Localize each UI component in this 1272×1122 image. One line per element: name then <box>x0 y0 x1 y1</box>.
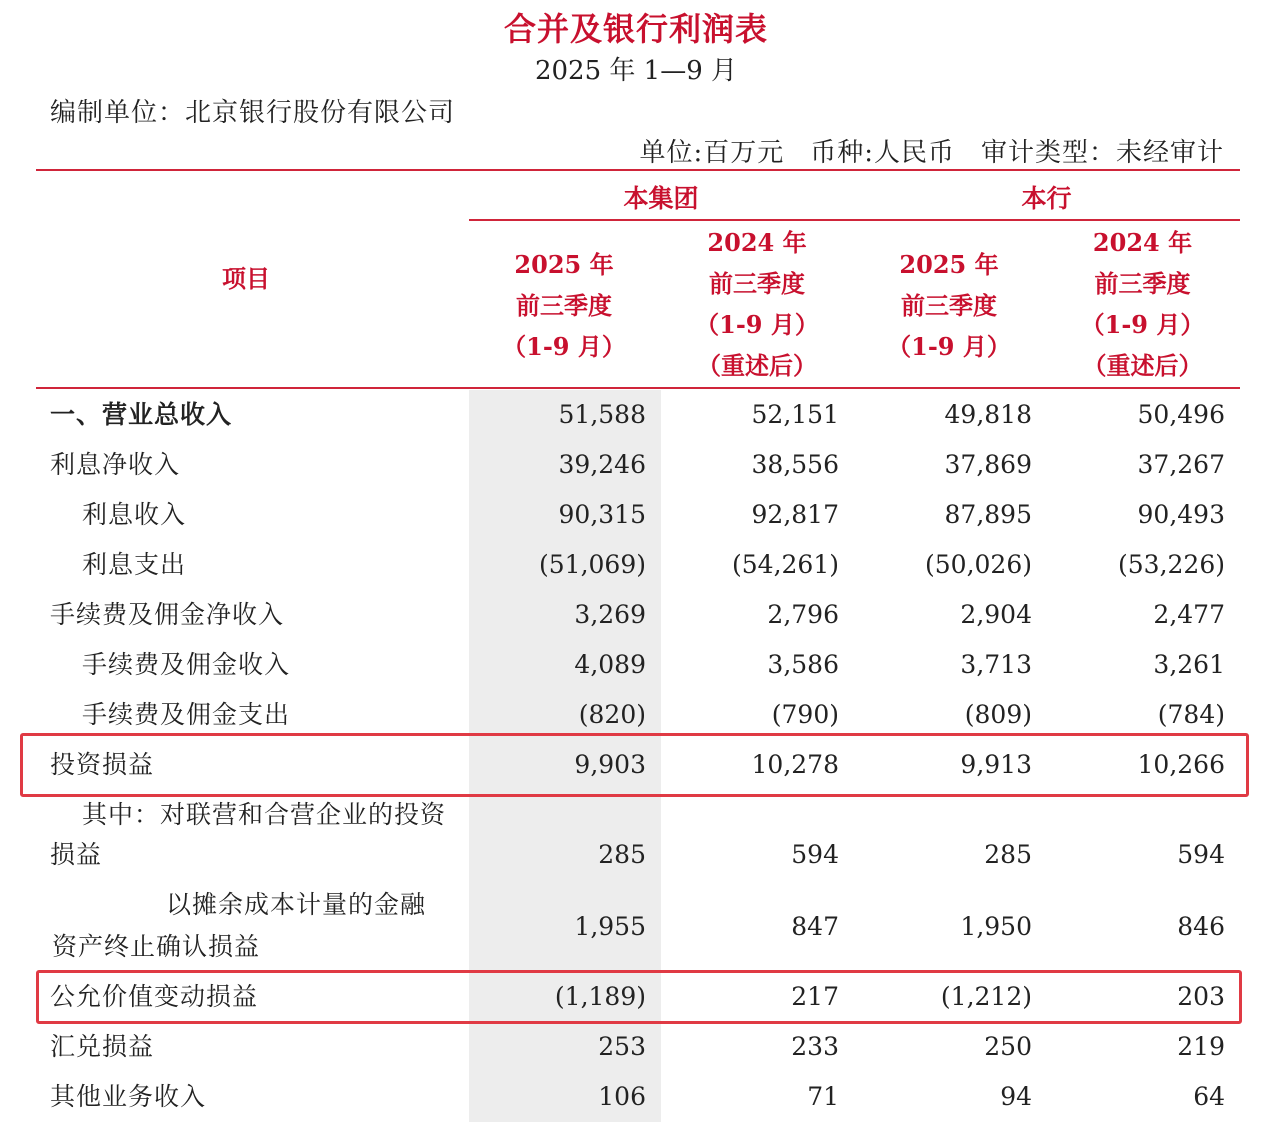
highlight-box-investment-income <box>20 733 1249 797</box>
row-net-fee-income: 手续费及佣金净收入 3,269 2,796 2,904 2,477 <box>50 600 1225 629</box>
highlight-box-fair-value-change <box>36 970 1242 1024</box>
header-item: 项目 <box>222 264 270 293</box>
header-col-group-2025: 2025 年 前三季度 （1-9 月） <box>502 250 626 361</box>
group-header-consolidated: 本集团 <box>623 184 699 213</box>
row-total-operating-income: 一、营业总收入 51,588 52,151 49,818 50,496 <box>50 400 1225 429</box>
header-col-group-2024: 2024 年 前三季度 （1-9 月） （重述后） <box>695 228 819 380</box>
group-header-rule <box>469 219 1240 221</box>
table-top-rule <box>36 169 1240 171</box>
period-subtitle: 2025 年 1—9 月 <box>534 56 738 86</box>
group-header-bank: 本行 <box>1021 184 1072 213</box>
row-amortized-cost-derecognition: 以摊余成本计量的金融 资产终止确认损益 1,955 847 1,950 846 <box>52 890 1225 961</box>
units-line <box>613 132 1224 169</box>
currency-label: 币种:人民币 <box>810 138 955 168</box>
row-fair-value-change: 公允价值变动损益 (1,189) 217 (1,212) 203 <box>50 982 1225 1011</box>
row-fee-income: 手续费及佣金收入 4,089 3,586 3,713 3,261 <box>82 650 1225 679</box>
audit-type-label: 审计类型：未经审计 <box>980 138 1224 168</box>
row-net-interest-income: 利息净收入 39,246 38,556 37,869 37,267 <box>50 450 1225 479</box>
row-fee-expense: 手续费及佣金支出 (820) (790) (809) (784) <box>82 700 1225 729</box>
statement-title: 合并及银行利润表 <box>503 10 768 48</box>
header-col-bank-2025: 2025 年 前三季度 （1-9 月） <box>887 250 1011 361</box>
row-investment-income: 投资损益 9,903 10,278 9,913 10,266 <box>50 750 1225 779</box>
row-associates-jv-income: 其中：对联营和合营企业的投资 损益 285 594 285 594 <box>50 800 1225 869</box>
row-interest-income: 利息收入 90,315 92,817 87,895 90,493 <box>82 500 1225 529</box>
header-col-bank-2024: 2024 年 前三季度 （1-9 月） （重述后） <box>1080 228 1205 380</box>
compiler-label: 编制单位：北京银行股份有限公司 <box>50 98 456 128</box>
row-other-business-income: 其他业务收入 106 71 94 64 <box>50 1082 1225 1111</box>
header-bottom-rule <box>36 387 1240 389</box>
row-interest-expense: 利息支出 (51,069) (54,261) (50,026) (53,226) <box>82 550 1225 579</box>
unit-label: 单位:百万元 <box>639 138 785 168</box>
row-fx-gains: 汇兑损益 253 233 250 219 <box>50 1032 1225 1061</box>
